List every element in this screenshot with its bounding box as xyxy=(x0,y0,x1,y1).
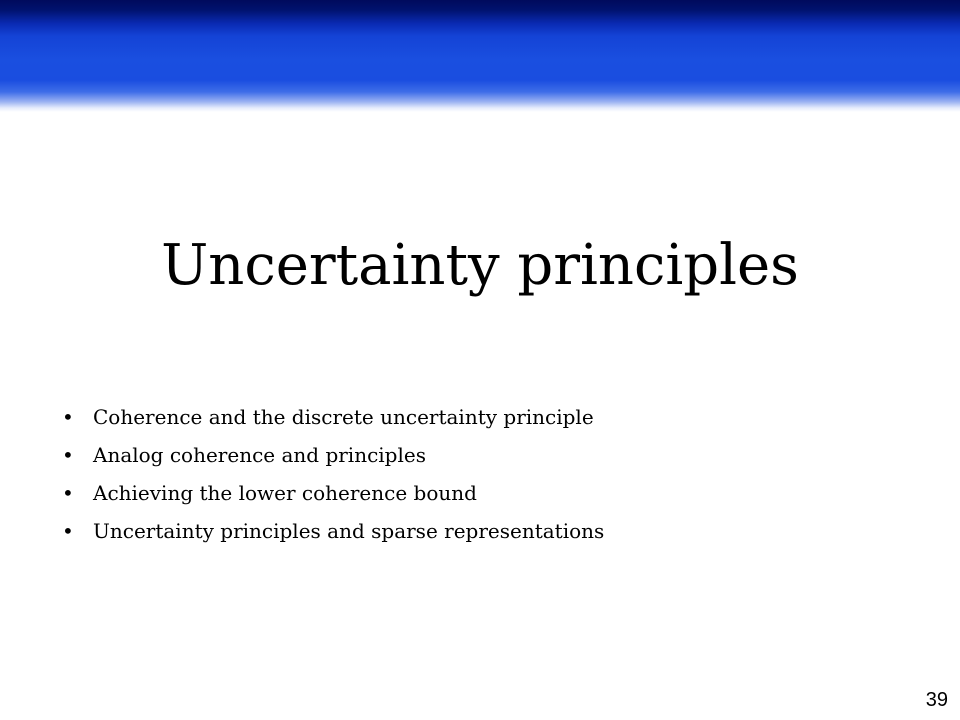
bullet-icon: • xyxy=(62,481,74,505)
list-item xyxy=(62,474,604,512)
list-item xyxy=(62,398,604,436)
header-banner xyxy=(0,0,960,112)
bullet-text: Coherence and the discrete uncertainty principle xyxy=(93,405,594,429)
bullet-text: Analog coherence and principles xyxy=(93,443,426,467)
bullet-icon: • xyxy=(62,519,74,543)
page-number: 39 xyxy=(925,689,948,711)
bullet-list xyxy=(62,398,604,550)
bullet-icon: • xyxy=(62,405,74,429)
list-item xyxy=(62,512,604,550)
bullet-text: Achieving the lower coherence bound xyxy=(93,481,477,505)
bullet-text: Uncertainty principles and sparse representations xyxy=(93,519,605,543)
list-item xyxy=(62,436,604,474)
bullet-icon: • xyxy=(62,443,74,467)
slide-title: Uncertainty principles xyxy=(161,233,799,298)
